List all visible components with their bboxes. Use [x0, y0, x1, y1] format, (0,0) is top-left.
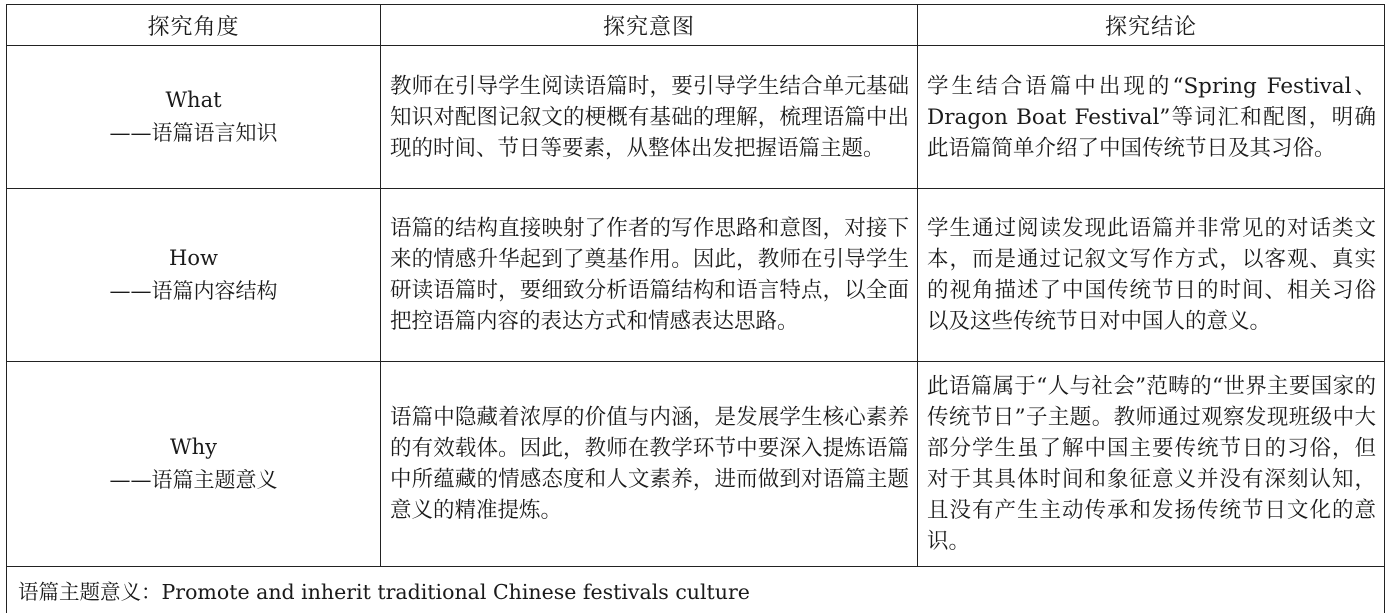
- footer-row: [7, 567, 1385, 613]
- header-intent: 探究意图: [381, 5, 918, 46]
- conclusion-cell-how: 学生通过阅读发现此语篇并非常见的对话类文本，而是通过记叙文写作方式，以客观、真实的视角描述了中国传统节日的时间、相关习俗以及这些传统节日对中国人的意义。: [918, 189, 1385, 362]
- conclusion-cell-why: 此语篇属于“人与社会”范畴的“世界主要国家的传统节日”子主题。教师通过观察发现班级中大部分学生虽了解中国主要传统节日的习俗，但对于其具体时间和象征意义并没有深刻认知，且没有产生主动传承和发扬传统节日文化的意识。: [918, 362, 1385, 567]
- theme-summary: 语篇主题意义：Promote and inherit traditional Chinese festivals culture: [7, 567, 1385, 613]
- table-row-how: [7, 189, 1385, 362]
- angle-cell-why: [7, 362, 381, 567]
- angle-label-en: What: [7, 84, 380, 117]
- table-row-why: [7, 362, 1385, 567]
- angle-label-zh: ——语篇语言知识: [7, 117, 380, 150]
- header-angle: 探究角度: [7, 5, 381, 46]
- angle-label-zh: ——语篇主题意义: [7, 464, 380, 497]
- intent-cell-what: 教师在引导学生阅读语篇时，要引导学生结合单元基础知识对配图记叙文的梗概有基础的理解，梳理语篇中出现的时间、节日等要素，从整体出发把握语篇主题。: [381, 46, 918, 189]
- angle-label-zh: ——语篇内容结构: [7, 275, 380, 308]
- angle-label-en: Why: [7, 431, 380, 464]
- header-conclusion: 探究结论: [918, 5, 1385, 46]
- angle-cell-how: [7, 189, 381, 362]
- intent-cell-how: 语篇的结构直接映射了作者的写作思路和意图，对接下来的情感升华起到了奠基作用。因此，教师在引导学生研读语篇时，要细致分析语篇结构和语言特点，以全面把控语篇内容的表达方式和情感表达思路。: [381, 189, 918, 362]
- inquiry-table: [6, 4, 1385, 613]
- header-row: [7, 5, 1385, 46]
- conclusion-cell-what: 学生结合语篇中出现的“Spring Festival、Dragon Boat Festival”等词汇和配图，明确此语篇简单介绍了中国传统节日及其习俗。: [918, 46, 1385, 189]
- inquiry-table-container: [6, 4, 1384, 600]
- angle-cell-what: [7, 46, 381, 189]
- table-row-what: [7, 46, 1385, 189]
- angle-label-en: How: [7, 242, 380, 275]
- intent-cell-why: 语篇中隐藏着浓厚的价值与内涵，是发展学生核心素养的有效载体。因此，教师在教学环节中要深入提炼语篇中所蕴藏的情感态度和人文素养，进而做到对语篇主题意义的精准提炼。: [381, 362, 918, 567]
